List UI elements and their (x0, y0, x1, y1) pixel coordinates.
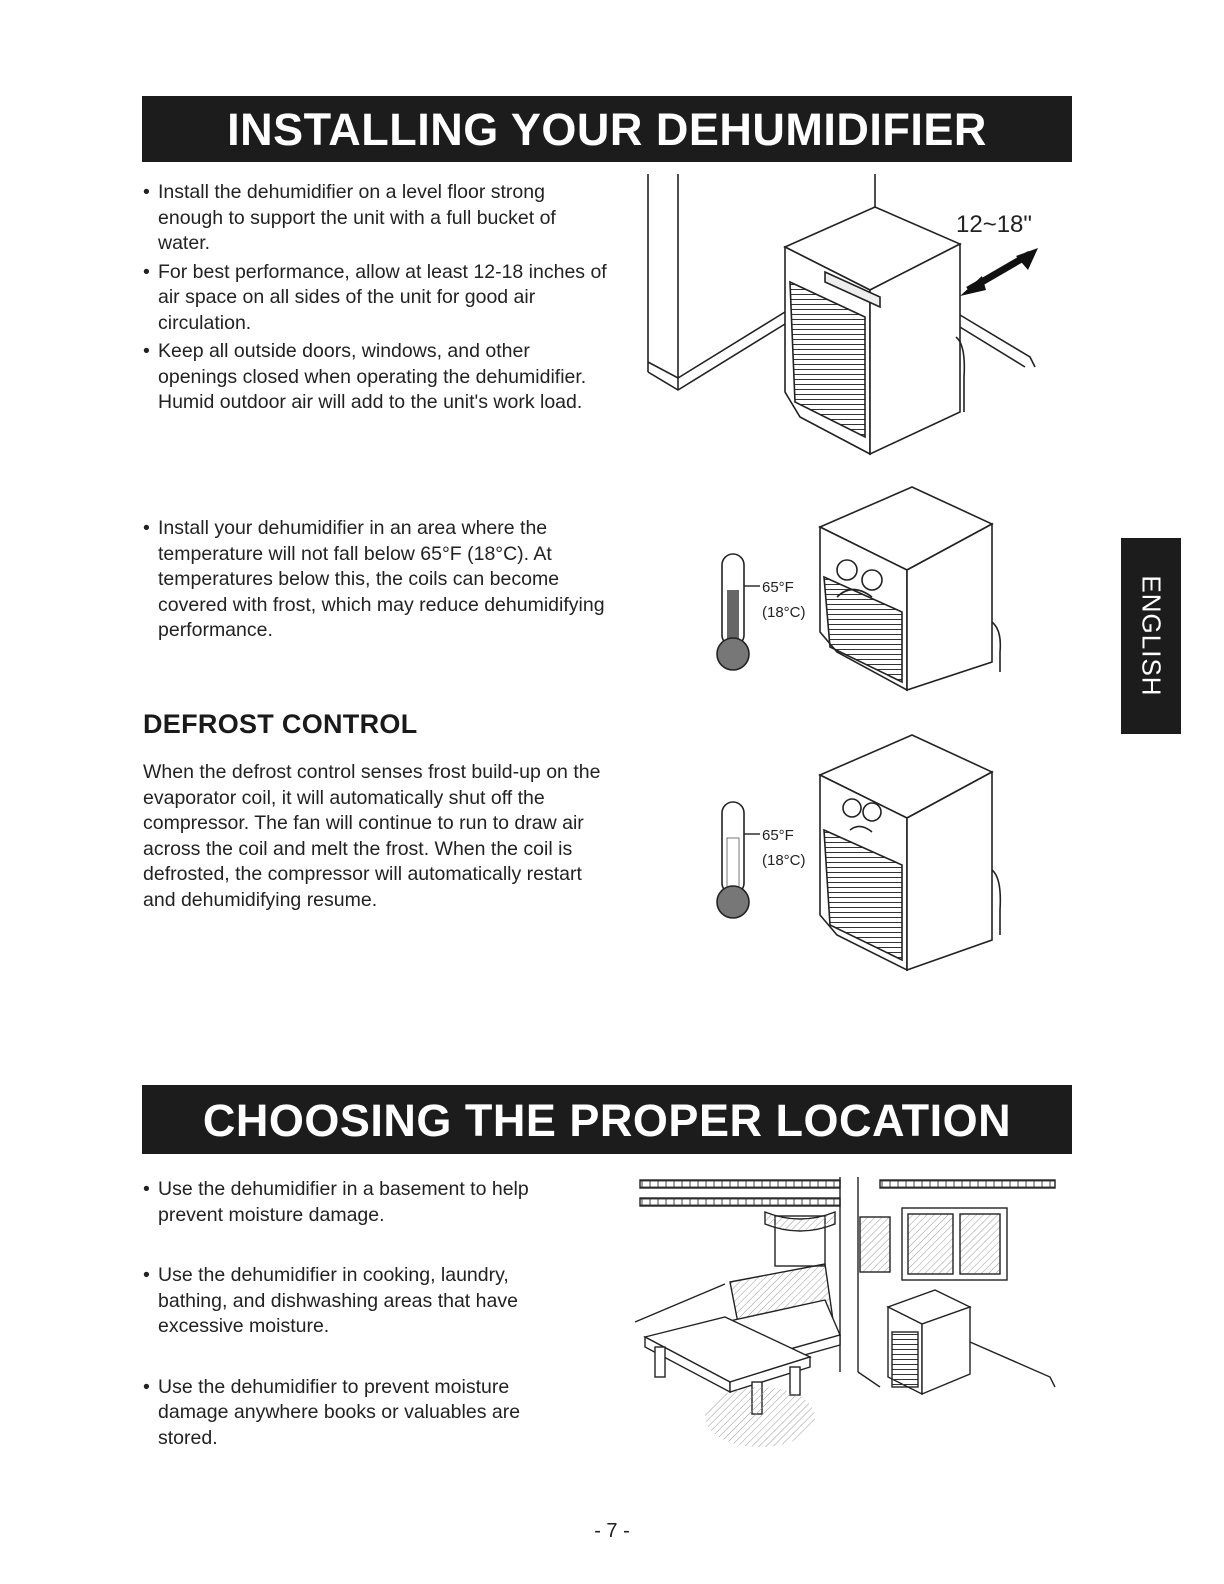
list-item: • Use the dehumidifier in cooking, laundry, bathing, and dishwashing areas that have excessive moisture. (143, 1263, 583, 1340)
language-tab-label: ENGLISH (1136, 575, 1167, 697)
temperature-bullet-list (143, 516, 613, 644)
defrost-body-text: When the defrost control senses frost build-up on the evaporator coil, it will automatically shut off the compressor. The fan will continue to run to draw air across the coil and melt the frost. When the coil is defrosted, the compressor will automatically restart and dehumidifying resume. (143, 761, 601, 911)
list-item: • Keep all outside doors, windows, and other openings closed when operating the dehumidifier. Humid outdoor air will add to the unit's work load. (143, 339, 613, 416)
dehumidifier-unit (820, 487, 1000, 690)
list-item: • Install your dehumidifier in an area where the temperature will not fall below 65°F (18°C). At temperatures below this, the coils can become covered with frost, which may reduce dehumidifying performance. (143, 516, 613, 644)
list-item: • Use the dehumidifier to prevent moisture damage anywhere books or valuables are stored. (143, 1375, 583, 1452)
defrost-heading: DEFROST CONTROL (143, 709, 418, 739)
dehumidifier-unit (785, 207, 964, 454)
list-item: • Install the dehumidifier on a level floor strong enough to support the unit with a full bucket of water. (143, 180, 613, 257)
thermometer-celsius: (18°C) (762, 852, 806, 869)
clearance-label: 12~18" (956, 211, 1032, 238)
page-number: - 7 - (594, 1520, 630, 1542)
language-tab (1121, 538, 1181, 734)
thermometer-fahrenheit: 65°F (762, 579, 794, 596)
clearance-illustration (630, 172, 1070, 462)
room-scene-illustration (630, 1172, 1070, 1457)
location-bullet-list (143, 1177, 583, 1486)
window (765, 1212, 835, 1266)
dehumidifier-unit (820, 735, 1000, 970)
clearance-arrow-icon (960, 248, 1038, 296)
frost-illustration (712, 482, 1012, 697)
section-title-installing: INSTALLING YOUR DEHUMIDIFIER (142, 96, 1072, 162)
thermometer-icon (717, 802, 760, 918)
list-item: • For best performance, allow at least 12-18 inches of air space on all sides of the unit for good air circulation. (143, 260, 613, 337)
thermometer-fahrenheit: 65°F (762, 827, 794, 844)
section-title-location: CHOOSING THE PROPER LOCATION (142, 1085, 1072, 1154)
install-bullet-list (143, 180, 613, 419)
defrost-illustration (712, 730, 1012, 975)
thermometer-icon (717, 554, 760, 670)
thermometer-celsius: (18°C) (762, 604, 806, 621)
list-item: • Use the dehumidifier in a basement to help prevent moisture damage. (143, 1177, 583, 1228)
shelving-unit (860, 1208, 1007, 1280)
dehumidifier-unit (888, 1290, 970, 1394)
